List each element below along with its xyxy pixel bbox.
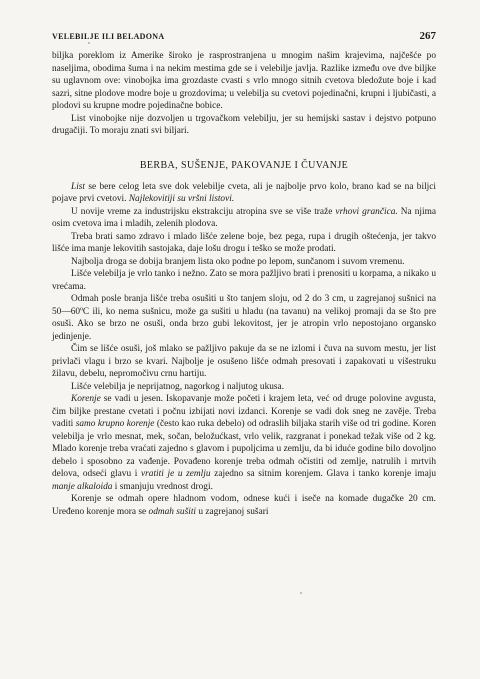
print-fleck <box>300 592 302 594</box>
emphasis: manje alkaloida <box>52 481 113 492</box>
text-run: se bere celog leta sve dok velebilje cveta, ali je najbolje prvo kolo, brano kad se na biljci pojave prvi cvetovi. <box>52 181 436 204</box>
paragraph: Odmah posle branja lišće treba osušiti u što tanjem sloju, od 2 do 3 cm, u zagrejanoj sušnici na 50—60ºC ili, ko nema sušnicu, može ga sušiti u hladu (na tavanu) na velikoj promaji da se što pre osuši. Ako se brzo ne osuši, onda brzo gubi lekovitost, jer je atropin vrlo nepostojano organsko jedinjenje. <box>52 294 436 342</box>
text-run: Na njima osim cvetova ima i mladih, zelenih plodova. <box>52 206 436 229</box>
page-number: 267 <box>419 30 436 42</box>
paragraph <box>52 206 436 231</box>
running-title: VELEBILJE ILI BELADONA <box>52 32 165 41</box>
paragraph <box>52 493 436 518</box>
running-head <box>52 30 436 46</box>
paragraph: Treba brati samo zdravo i mlado lišće zelene boje, bez pega, rupa i drugih oštećenja, jer takvo lišće ima manje lekovitih sastojaka, daje lošu drogu i teško se može prodati. <box>52 231 436 254</box>
text-run: (često kao ruka debelo) od odraslih biljaka starih više od tri godine. Koren velebilja je vrlo mesnat, mek, sočan, beložućkast, vrlo velik, razgranat i ponekad težak više od 2 kg. Mlado korenje treba vraćati zajedno s glavom i pupoljcima u zemlju, da bi iduće godine bilo dovoljno debelo i sposobno za vađenje. Povađeno korenje treba odmah očistiti od zemlje, natrulih i mrtvih delova, odseći glavu i <box>52 419 436 479</box>
emphasis: samo krupno korenje <box>75 419 155 429</box>
text-run: U novije vreme za industrijsku ekstrakciju atropina sve se više traže <box>71 206 336 217</box>
paragraph <box>52 393 436 493</box>
paragraph: biljka poreklom iz Amerike široko je rasprostranjena u mnogim našim krajevima, najčešće po naseljima, obodima šuma i na nekim mestima gde se i velebilje javlja. Razlike između ove dve biljke su uglavnom ove: vinobojka ima grozdaste cvasti s vrlo mnogo sitnih cvetova bledožute boje i kad sazri, sitne plodove modre boje u grozdovima; u velebilja su cvetovi pojedinačni, krupni i ljubičasti, a plodovi su krupne modre pojedinačne bobice. <box>52 51 436 111</box>
emphasis: Najlekovitiji su vršni listovi. <box>128 194 235 204</box>
section-heading: BERBA, SUŠENJE, PAKOVANJE I ČUVANJE <box>139 159 349 171</box>
text-run: i smanjuju vrednost drogi. <box>112 481 213 492</box>
paragraph <box>52 181 436 206</box>
paragraph: Lišće velebilja je vrlo tanko i nežno. Zato se mora pažljivo brati i prenositi u korpama, a nikako u vrećama. <box>52 269 436 292</box>
paragraph: Lišće velebilja je neprijatnog, nagorkog i naljutog ukusa. <box>71 381 285 392</box>
body-text <box>52 50 436 518</box>
emphasis: Korenje <box>71 394 101 404</box>
text-run: u zagrejanoj sušari <box>196 506 269 517</box>
paragraph: Čim se lišće osuši, još mlako se pažljivo pakuje da se ne izlomi i čuva na suvom mestu, jer list privlači vlagu i brzo se kvari. Najbolje je osušeno lišće odmah presovati i zapakovati u višestruku žilavu, debelu, nepromočivu crnu hartiju. <box>52 344 436 379</box>
print-fleck <box>88 42 90 44</box>
text-run: Korenje se odmah opere hladnom vodom, odnese kući i iseče na komade dugačke 20 cm. Uređeno korenje mora se <box>52 494 436 517</box>
paragraph: List vinobojke nije dozvoljen u trgovačkom velebilju, jer su hemijski sastav i dejstvo potpuno drugačiji. To moraju znati svi biljari. <box>52 113 436 136</box>
text-run: se vadi u jesen. Iskopavanje može početi i krajem leta, već od druge polovine avgusta, čim biljke prestane cvetati i počnu izbijati novi izdanci. Korenje se vadi dok sneg ne zavěje. Treba vaditi <box>52 394 436 429</box>
emphasis: vratiti je u zemlju <box>141 469 211 479</box>
emphasis: vrhovi grančica. <box>335 206 398 217</box>
emphasis: List <box>71 181 86 192</box>
paragraph: Najbolja droga se dobija branjem lista oko podne po lepom, sunčanom i suvom vremenu. <box>71 256 405 267</box>
text-run: zajedno sa sitnim korenjem. Glava i tanko korenje imaju <box>210 469 436 479</box>
emphasis: odmah sušiti <box>148 506 197 517</box>
